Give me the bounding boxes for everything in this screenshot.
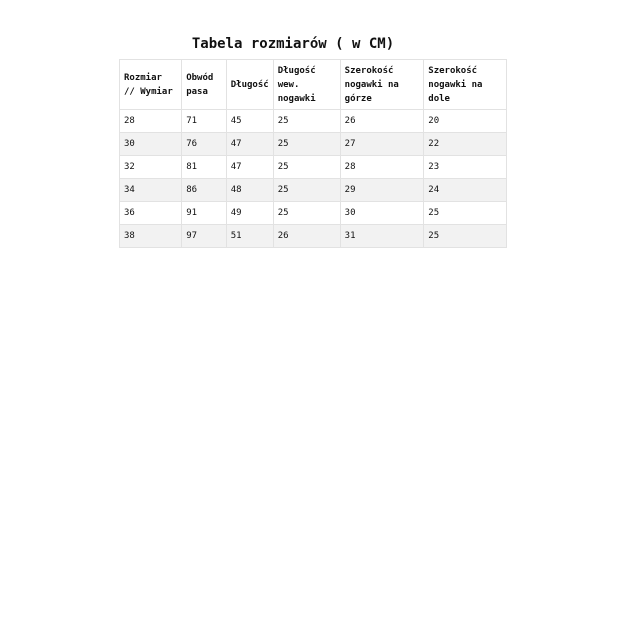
table-cell: 28: [340, 156, 424, 179]
table-cell: 25: [273, 133, 340, 156]
table-row: [120, 110, 507, 133]
table-cell: 30: [120, 133, 182, 156]
table-cell: 25: [273, 202, 340, 225]
table-row: [120, 202, 507, 225]
table-cell: 47: [226, 133, 273, 156]
table-cell: 24: [424, 179, 507, 202]
table-cell: 30: [340, 202, 424, 225]
table-cell: 31: [340, 225, 424, 248]
table-header-row: [120, 60, 507, 110]
header-size: Rozmiar // Wymiar: [120, 60, 182, 110]
table-cell: 25: [273, 110, 340, 133]
table-row: [120, 179, 507, 202]
table-cell: 45: [226, 110, 273, 133]
table-cell: 22: [424, 133, 507, 156]
table-cell: 25: [273, 179, 340, 202]
header-length: Długość: [226, 60, 273, 110]
table-cell: 38: [120, 225, 182, 248]
table-cell: 34: [120, 179, 182, 202]
header-waist: Obwód pasa: [182, 60, 227, 110]
table-cell: 48: [226, 179, 273, 202]
table-cell: 28: [120, 110, 182, 133]
table-cell: 27: [340, 133, 424, 156]
table-cell: 32: [120, 156, 182, 179]
table-cell: 91: [182, 202, 227, 225]
table-cell: 97: [182, 225, 227, 248]
table-cell: 86: [182, 179, 227, 202]
table-cell: 26: [273, 225, 340, 248]
header-leg-width-bottom: Szerokość nogawki na dole: [424, 60, 507, 110]
table-cell: 25: [424, 225, 507, 248]
table-row: [120, 133, 507, 156]
table-cell: 51: [226, 225, 273, 248]
table-row: [120, 156, 507, 179]
page-title: Tabela rozmiarów ( w CM): [191, 36, 395, 53]
table-cell: 25: [424, 202, 507, 225]
table-cell: 71: [182, 110, 227, 133]
table-cell: 23: [424, 156, 507, 179]
table-cell: 49: [226, 202, 273, 225]
table-cell: 29: [340, 179, 424, 202]
table-cell: 20: [424, 110, 507, 133]
table-cell: 76: [182, 133, 227, 156]
table-cell: 26: [340, 110, 424, 133]
table-cell: 25: [273, 156, 340, 179]
header-inseam: Długość wew. nogawki: [273, 60, 340, 110]
table-cell: 81: [182, 156, 227, 179]
header-leg-width-top: Szerokość nogawki na górze: [340, 60, 424, 110]
table-cell: 47: [226, 156, 273, 179]
size-chart-table: [119, 59, 507, 248]
table-cell: 36: [120, 202, 182, 225]
table-row: [120, 225, 507, 248]
